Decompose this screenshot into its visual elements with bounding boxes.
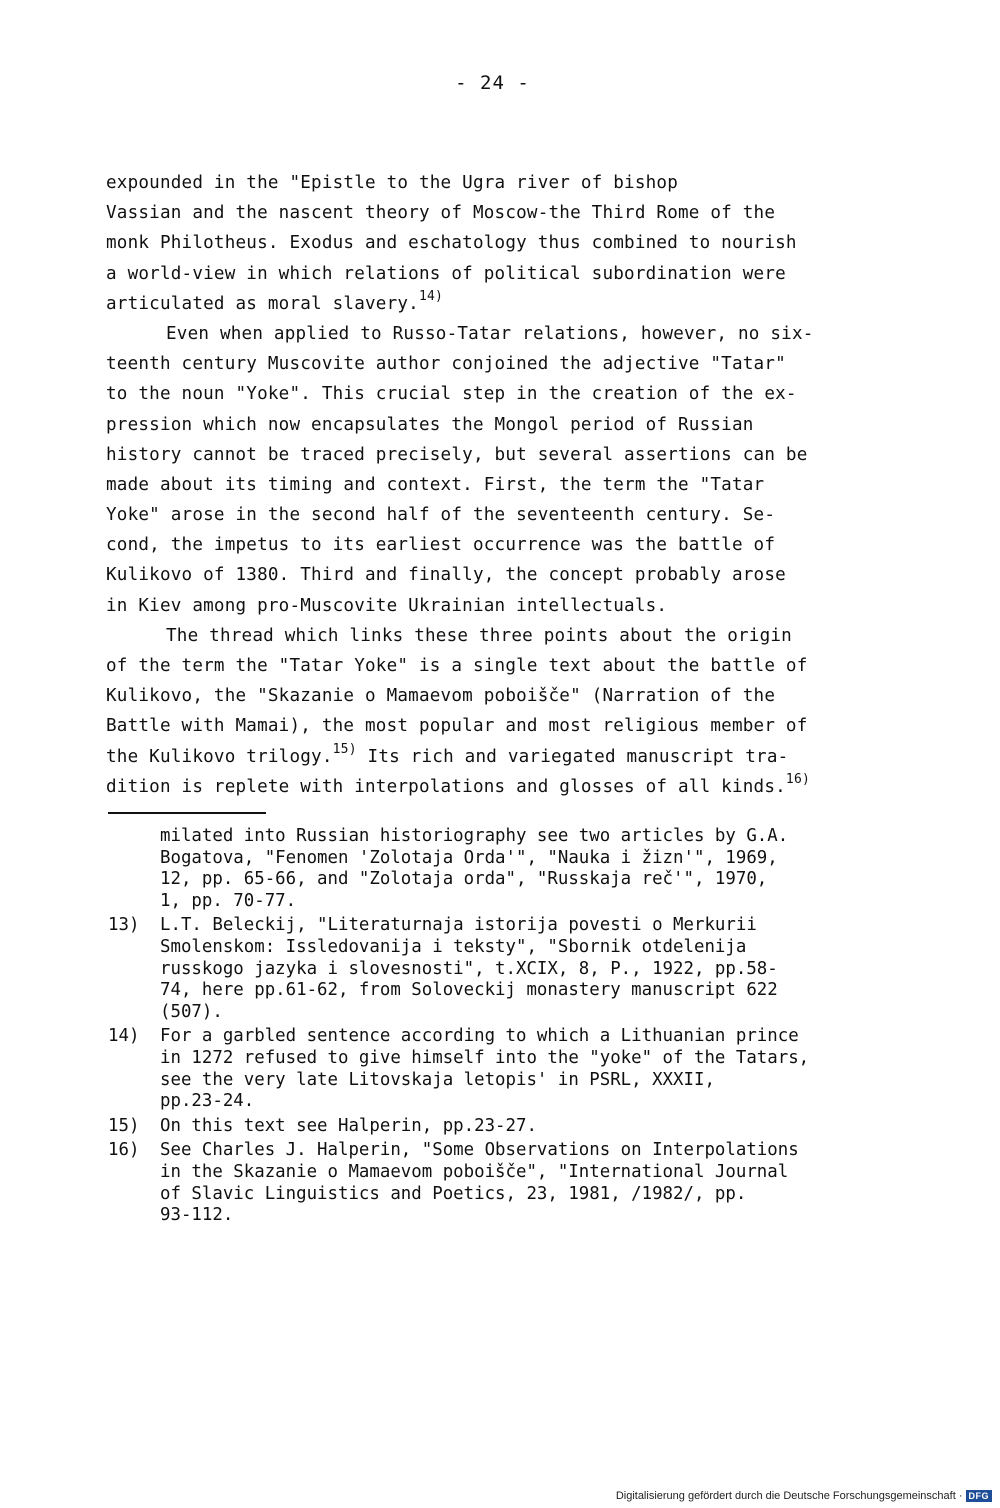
footnote bbox=[108, 915, 908, 1023]
text-line-content: of the term the "Tatar Yoke" is a single text about the battle of bbox=[106, 656, 808, 676]
footnote-line: For a garbled sentence according to which a Lithuanian prince bbox=[160, 1026, 799, 1047]
footnote-text bbox=[160, 1026, 908, 1112]
footnote-reference: 14) bbox=[418, 288, 444, 304]
footnote-line: in the Skazanie o Mamaevom poboišče", "International Journal bbox=[160, 1161, 789, 1182]
footnote-text bbox=[160, 826, 908, 912]
text-line bbox=[106, 168, 896, 198]
footnote bbox=[108, 1026, 908, 1112]
text-line-content: pression which now encapsulates the Mongol period of Russian bbox=[106, 414, 754, 435]
footnote-text bbox=[160, 915, 908, 1023]
text-line bbox=[106, 379, 896, 409]
footnote-text bbox=[160, 1116, 908, 1138]
footnote-spacer bbox=[108, 1227, 908, 1230]
footnote bbox=[108, 826, 908, 912]
footnote-line: 12, pp. 65-66, and "Zolotaja orda", "Russkaja reč'", 1970, bbox=[160, 869, 768, 890]
text-line bbox=[106, 530, 896, 560]
footnote-line: (507). bbox=[160, 1001, 223, 1022]
text-line-content: made about its timing and context. First, the term the "Tatar bbox=[106, 474, 765, 495]
text-line-content: the Kulikovo trilogy. bbox=[106, 746, 333, 767]
footnote-line: On this text see Halperin, pp.23-27. bbox=[160, 1115, 537, 1136]
text-line-content: Even when applied to Russo-Tatar relations, however, no six- bbox=[166, 323, 814, 344]
footnote-line: 74, here pp.61-62, from Soloveckij monastery manuscript 622 bbox=[160, 980, 778, 1001]
footnote-line: russkogo jazyka i slovesnosti", t.XCIX, 8, P., 1922, pp.58- bbox=[160, 958, 778, 979]
footnote-line: of Slavic Linguistics and Poetics, 23, 1981, /1982/, pp. bbox=[160, 1183, 747, 1204]
footnote-line: pp.23-24. bbox=[160, 1091, 255, 1112]
footnote-line: See Charles J. Halperin, "Some Observations on Interpolations bbox=[160, 1140, 799, 1161]
text-line-content: Yoke" arose in the second half of the seventeenth century. Se- bbox=[106, 505, 776, 526]
text-line bbox=[106, 711, 896, 741]
footnote-reference: 15) bbox=[332, 741, 357, 757]
text-line-content: history cannot be traced precisely, but several assertions can be bbox=[106, 444, 808, 465]
footnote-number: 13) bbox=[108, 915, 140, 936]
page-number: - 24 - bbox=[455, 72, 530, 94]
footnote-line: L.T. Beleckij, "Literaturnaja istorija povesti o Merkurii bbox=[160, 915, 757, 936]
text-line bbox=[106, 289, 896, 319]
text-line-content: The thread which links these three points about the origin bbox=[166, 625, 792, 646]
footnote-reference: 16) bbox=[785, 771, 811, 787]
text-line-content: Vassian and the nascent theory of Moscow-the Third Rome of the bbox=[106, 203, 776, 224]
text-line-content: monk Philotheus. Exodus and eschatology thus combined to nourish bbox=[106, 233, 797, 254]
text-line bbox=[106, 621, 896, 651]
text-line bbox=[106, 772, 896, 802]
footnote bbox=[108, 1116, 908, 1138]
dfg-logo: DFG bbox=[966, 1490, 993, 1502]
text-line bbox=[106, 500, 896, 530]
footnote-number: 14) bbox=[108, 1026, 140, 1047]
footnote bbox=[108, 1140, 908, 1226]
text-line bbox=[106, 259, 896, 289]
text-line-content: articulated as moral slavery. bbox=[106, 293, 419, 314]
text-line bbox=[106, 742, 896, 772]
text-line bbox=[106, 349, 896, 379]
footnote-line: see the very late Litovskaja letopis' in PSRL, XXXII, bbox=[160, 1069, 715, 1090]
footnote-text bbox=[160, 1140, 908, 1226]
footnote-line: milated into Russian historiography see two articles by G.A. bbox=[160, 826, 789, 846]
footnote-line: 1, pp. 70-77. bbox=[160, 890, 297, 911]
text-line-content: Kulikovo, the "Skazanie o Mamaevom poboišče" (Narration of the bbox=[106, 686, 776, 707]
footnote-number: 15) bbox=[108, 1115, 140, 1136]
footnote-number bbox=[108, 826, 160, 912]
text-line-content: Kulikovo of 1380. Third and finally, the concept probably arose bbox=[106, 565, 786, 586]
footnote-line: in 1272 refused to give himself into the "yoke" of the Tatars, bbox=[160, 1047, 810, 1068]
text-line bbox=[106, 198, 896, 228]
text-line bbox=[106, 591, 896, 621]
footnote-line: Smolenskom: Issledovanija i teksty", "Sbornik otdelenija bbox=[160, 936, 747, 957]
text-line bbox=[106, 651, 896, 681]
footnote-line: Bogatova, "Fenomen 'Zolotaja Orda'", "Nauka i žizn'", 1969, bbox=[160, 847, 778, 868]
text-line bbox=[106, 410, 896, 440]
text-line-continuation: Its rich and variegated manuscript tra- bbox=[356, 746, 789, 767]
text-line bbox=[106, 440, 896, 470]
credit-text: Digitalisierung gefördert durch die Deutsche Forschungsgemeinschaft · bbox=[615, 1490, 963, 1502]
footnotes bbox=[108, 826, 908, 1230]
text-line bbox=[106, 228, 896, 258]
text-line-content: Battle with Mamai), the most popular and most religious member of bbox=[106, 716, 808, 737]
footnote-number: 16) bbox=[108, 1140, 140, 1161]
footnote-line: 93-112. bbox=[160, 1205, 234, 1226]
text-line bbox=[106, 319, 896, 349]
text-line-content: dition is replete with interpolations and glosses of all kinds. bbox=[106, 776, 786, 797]
text-line-content: in Kiev among pro-Muscovite Ukrainian intellectuals. bbox=[106, 595, 668, 616]
text-line-content: expounded in the "Epistle to the Ugra river of bishop bbox=[106, 173, 678, 193]
text-line bbox=[106, 470, 896, 500]
text-line bbox=[106, 560, 896, 590]
text-line-content: cond, the impetus to its earliest occurrence was the battle of bbox=[106, 535, 776, 556]
text-line-content: a world-view in which relations of political subordination were bbox=[106, 263, 786, 284]
text-line bbox=[106, 681, 896, 711]
main-text bbox=[106, 168, 896, 802]
digitization-credit bbox=[616, 1490, 992, 1502]
text-line-content: teenth century Muscovite author conjoined the adjective "Tatar" bbox=[106, 354, 786, 375]
footnote-separator bbox=[108, 812, 266, 814]
text-line-content: to the noun "Yoke". This crucial step in the creation of the ex- bbox=[106, 384, 797, 405]
